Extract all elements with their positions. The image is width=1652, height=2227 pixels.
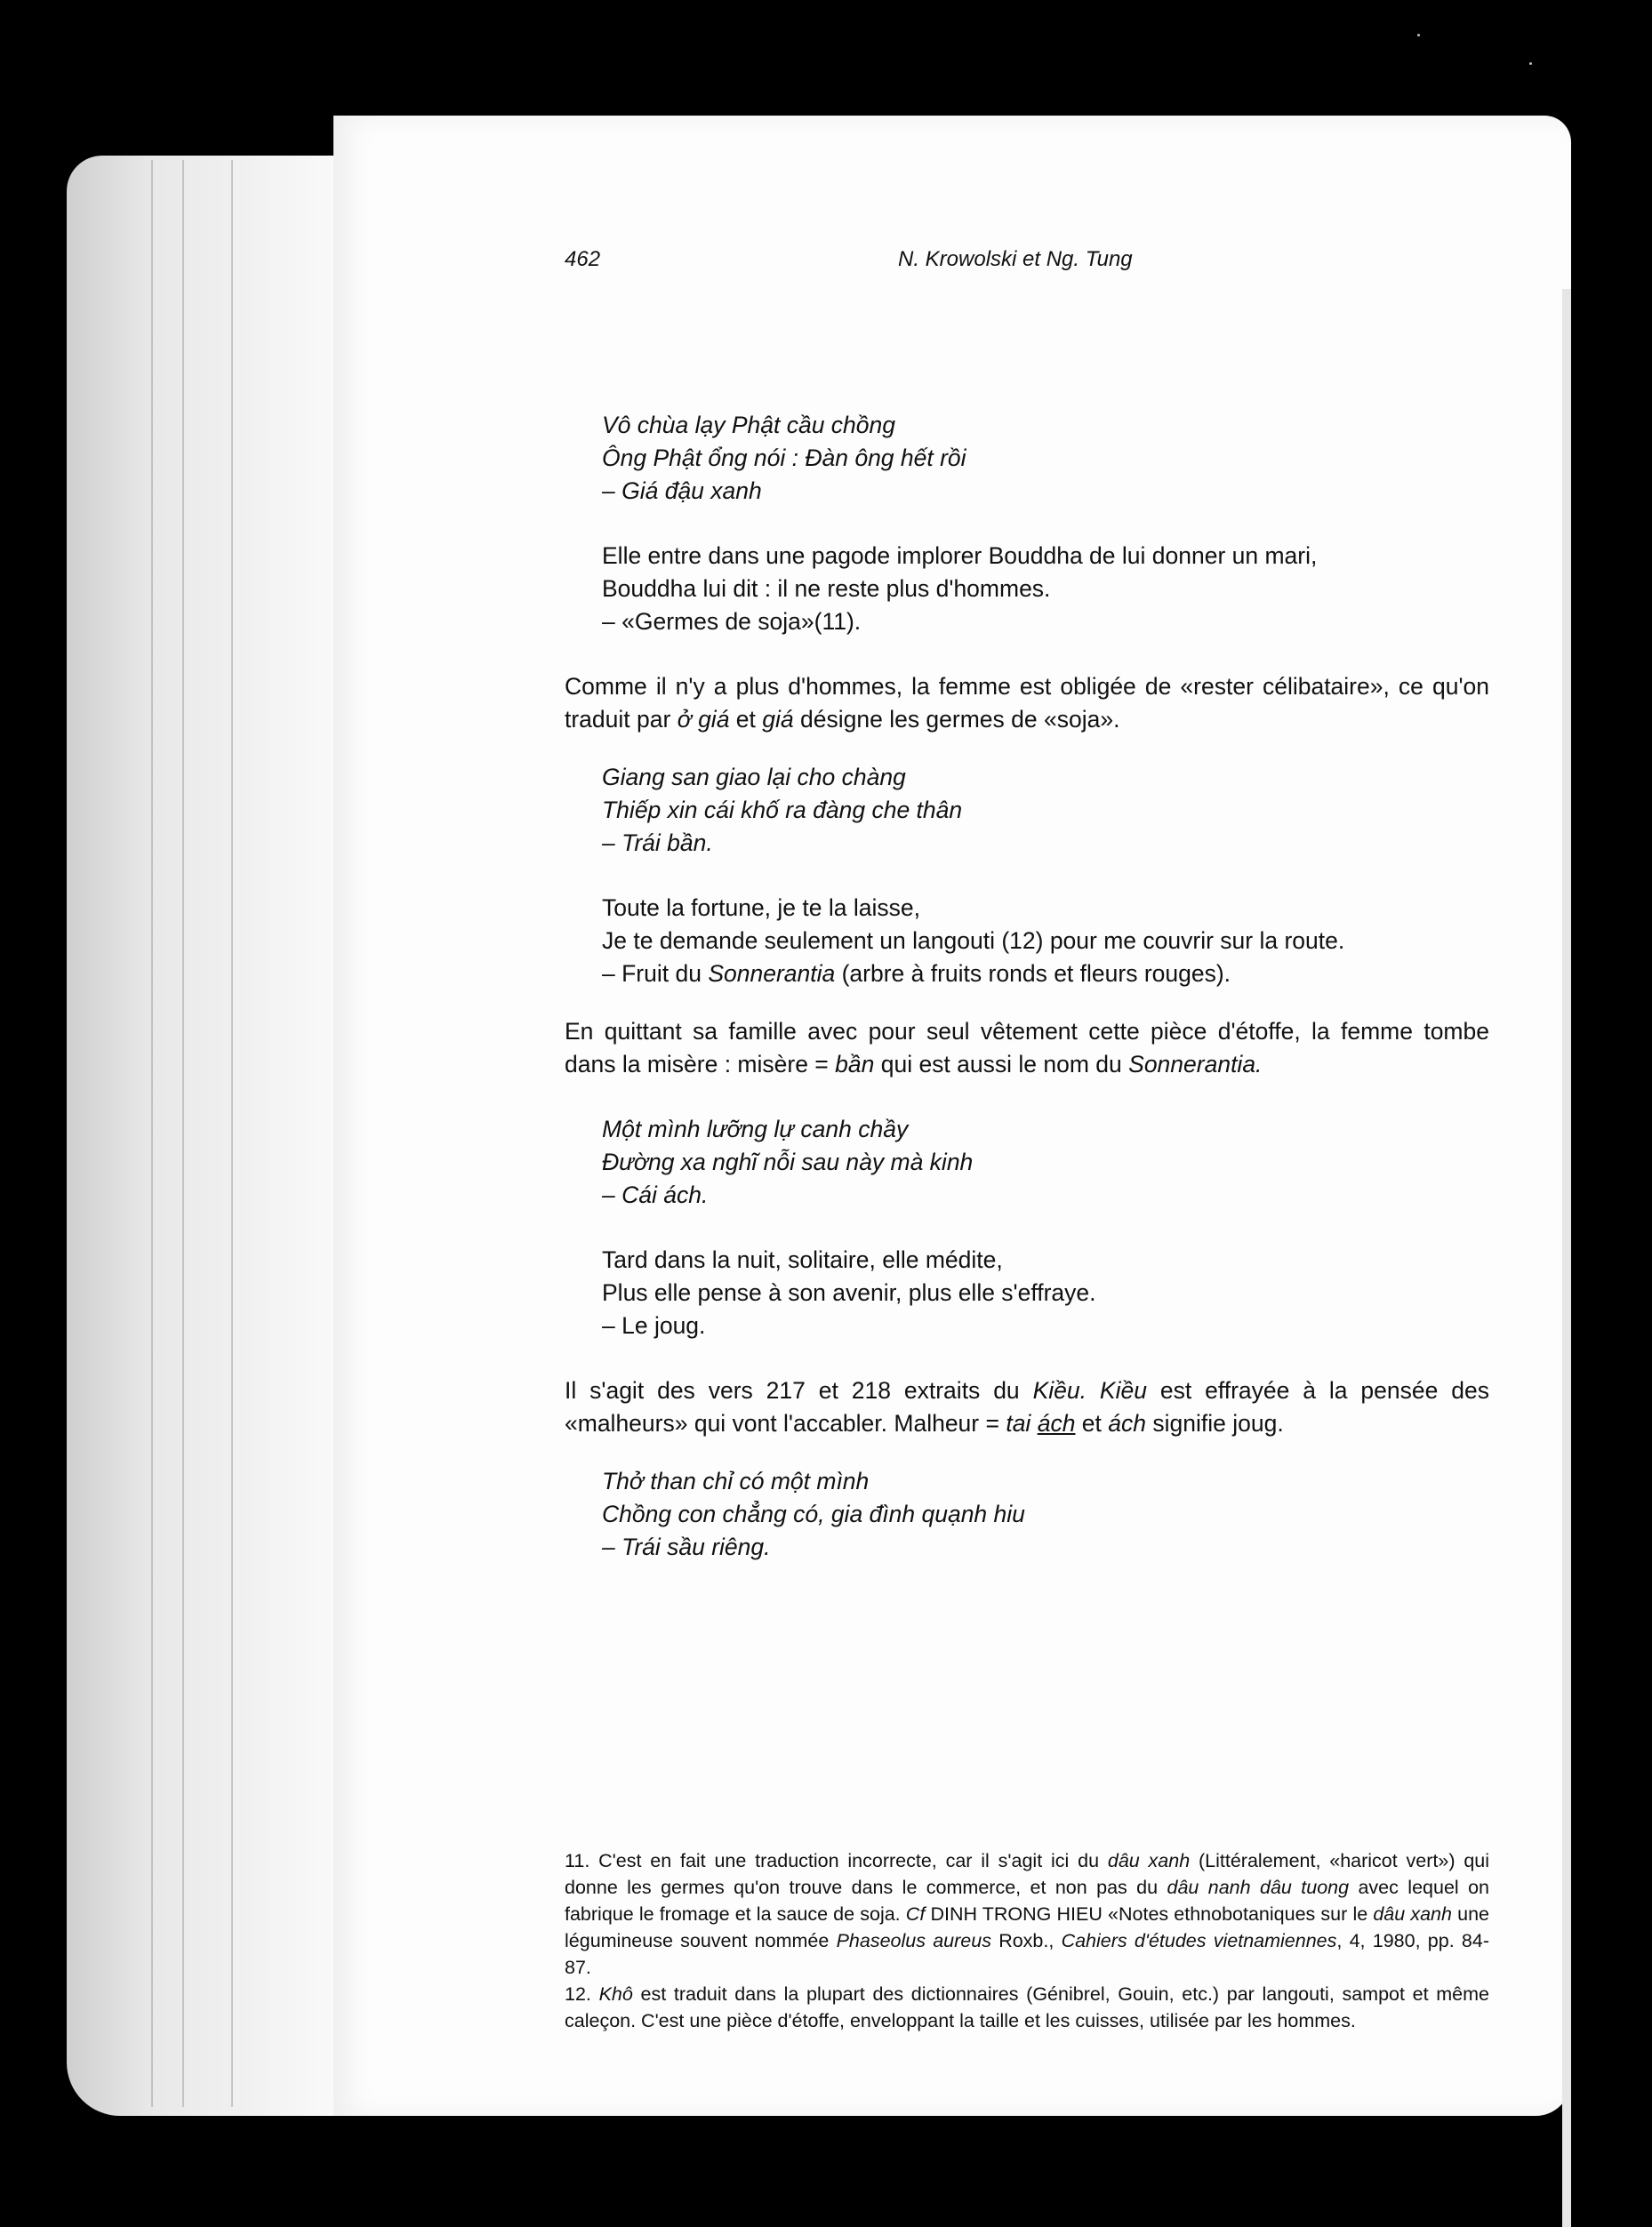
running-head-authors: N. Krowolski et Ng. Tung (898, 247, 1133, 271)
book-page-edges (67, 156, 342, 2116)
verse-answer: – Trái sầu riêng. (602, 1534, 771, 1560)
translation-line: Plus elle pense à son avenir, plus elle s'effraye. (602, 1279, 1096, 1306)
verse-line: Vô chùa lạy Phật cầu chồng (602, 412, 896, 438)
translation-line: Elle entre dans une pagode implorer Bouddha de lui donner un mari, (602, 542, 1318, 569)
translation-line: Bouddha lui dit : il ne reste plus d'hommes. (602, 575, 1051, 602)
commentary-paragraph: En quittant sa famille avec pour seul vêtement cette pièce d'étoffe, la femme tombe dans la misère : misère = bần qui est aussi le nom du Sonnerantia. (565, 1018, 1489, 1077)
main-text (565, 409, 1489, 1564)
riddle-verse (602, 1465, 1489, 1564)
riddle-translation (602, 1244, 1489, 1342)
commentary-paragraph: Comme il n'y a plus d'hommes, la femme est obligée de «rester célibataire», ce qu'on traduit par ở giá et giá désigne les germes de «soja». (565, 673, 1489, 733)
page-edge-line (151, 160, 153, 2107)
footnotes (565, 1847, 1489, 2034)
page-number: 462 (565, 247, 601, 271)
page-edge-line (182, 160, 184, 2107)
next-page-edge (1562, 289, 1571, 2227)
verse-answer: – Cái ách. (602, 1182, 709, 1208)
page-edge-line (231, 160, 233, 2107)
verse-line: Chồng con chẳng có, gia đình quạnh hiu (602, 1501, 1025, 1527)
translation-line: Je te demande seulement un langouti (12) pour me couvrir sur la route. (602, 927, 1345, 954)
verse-line: Giang san giao lại cho chàng (602, 764, 906, 790)
book-page (333, 116, 1571, 2116)
translation-line: Tard dans la nuit, solitaire, elle médite, (602, 1246, 1003, 1273)
riddle-verse (602, 761, 1489, 860)
verse-answer: – Trái bần. (602, 829, 713, 856)
footnote-11: 11. C'est en fait une traduction incorrecte, car il s'agit ici du dâu xanh (Littéralement, «haricot vert») qui donne les germes qu'on trouve dans le commerce, et non pas du dâu nanh dâu tuong avec lequel on fabrique le fromage et la sauce de soja. Cf DINH TRONG HIEU «Notes ethnobotaniques sur le dâu xanh une légumineuse souvent nommée Phaseolus aureus Roxb., Cahiers d'études vietnamiennes, 4, 1980, pp. 84-87. (565, 1850, 1490, 1978)
translation-answer: – Fruit du Sonnerantia (arbre à fruits ronds et fleurs rouges). (602, 960, 1231, 987)
riddle-translation (602, 892, 1489, 990)
dust-speck (1417, 34, 1420, 36)
verse-line: Thở than chỉ có một mình (602, 1468, 870, 1494)
verse-line: Thiếp xin cái khố ra đàng che thân (602, 797, 963, 823)
footnote-12: 12. Khô est traduit dans la plupart des dictionnaires (Génibrel, Gouin, etc.) par langouti, sampot et même caleçon. C'est une pièce d'étoffe, enveloppant la taille et les cuisses, utilisée par les hommes. (565, 1983, 1489, 2031)
riddle-translation (602, 540, 1489, 638)
dust-speck (1529, 62, 1532, 65)
verse-answer: – Giá đậu xanh (602, 477, 762, 504)
translation-line: Toute la fortune, je te la laisse, (602, 894, 920, 921)
commentary-paragraph: Il s'agit des vers 217 et 218 extraits du Kiều. Kiều est effrayée à la pensée des «malheurs» qui vont l'accabler. Malheur = tai ách et ách signifie joug. (565, 1377, 1489, 1437)
riddle-verse (602, 1113, 1489, 1212)
translation-answer: – Le joug. (602, 1312, 706, 1339)
translation-answer: – «Germes de soja»(11). (602, 608, 862, 635)
riddle-verse (602, 409, 1489, 508)
verse-line: Ông Phật ổng nói : Đàn ông hết rồi (602, 445, 966, 471)
verse-line: Một mình lưỡng lự canh chầy (602, 1116, 909, 1142)
verse-line: Đường xa nghĩ nỗi sau này mà kinh (602, 1149, 974, 1175)
